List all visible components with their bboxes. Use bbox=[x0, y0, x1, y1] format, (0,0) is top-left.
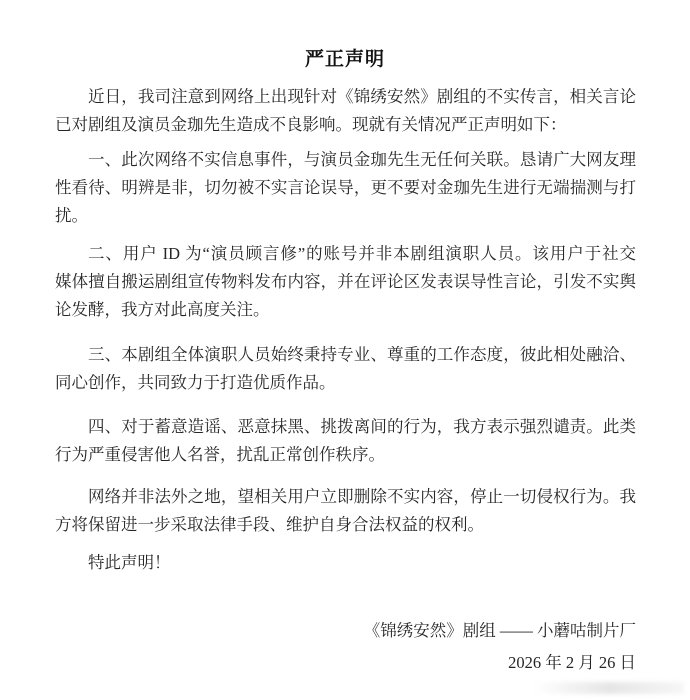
paragraph-4-line: 同心创作，共同致力于打造优质作品。 bbox=[55, 373, 336, 392]
date: 2026 年 2 月 26 日 bbox=[508, 653, 636, 672]
paragraph-5-line: 行为严重侵害他人名誉，扰乱正常创作秩序。 bbox=[55, 445, 385, 464]
paragraph-6-line: 网络并非法外之地，望相关用户立即删除不实内容，停止一切侵权行为。我 bbox=[88, 487, 636, 506]
watermark bbox=[534, 682, 684, 694]
paragraph-3-line: 论发酵，我方对此高度关注。 bbox=[55, 300, 270, 319]
signature: 《锦绣安然》剧组 —— 小蘑咕制片厂 bbox=[363, 621, 636, 640]
paragraph-3-line: 媒体擅自搬运剧组宣传物料发布内容，并在评论区发表误导性言论，引发不实舆 bbox=[55, 272, 636, 291]
paragraph-3-line: 二、用户 ID 为“演员顾言修”的账号并非本剧组演职人员。该用户于社交 bbox=[88, 244, 636, 263]
paragraph-1-line: 近日，我司注意到网络上出现针对《锦绣安然》剧组的不实传言，相关言论 bbox=[88, 87, 636, 106]
statement-title: 严正声明 bbox=[304, 49, 385, 70]
paragraph-5-line: 四、对于蓄意造谣、恶意抹黑、挑拨离间的行为，我方表示强烈谴责。此类 bbox=[88, 417, 636, 436]
paragraph-2-line: 一、此次网络不实信息事件，与演员金珈先生无任何关联。恳请广大网友理 bbox=[88, 150, 636, 169]
paragraph-4-line: 三、本剧组全体演职人员始终秉持专业、尊重的工作态度，彼此相处融洽、 bbox=[88, 345, 636, 364]
paragraph-7-line: 特此声明！ bbox=[88, 553, 171, 572]
paragraph-6-line: 方将保留进一步采取法律手段、维护自身合法权益的权利。 bbox=[55, 515, 484, 534]
paragraph-2-line: 性看待、明辨是非，切勿被不实言论误导，更不要对金珈先生进行无端揣测与打 bbox=[55, 178, 636, 197]
paragraph-2-line: 扰。 bbox=[55, 206, 88, 225]
paragraph-1-line: 已对剧组及演员金珈先生造成不良影响。现就有关情况严正声明如下： bbox=[55, 115, 567, 134]
